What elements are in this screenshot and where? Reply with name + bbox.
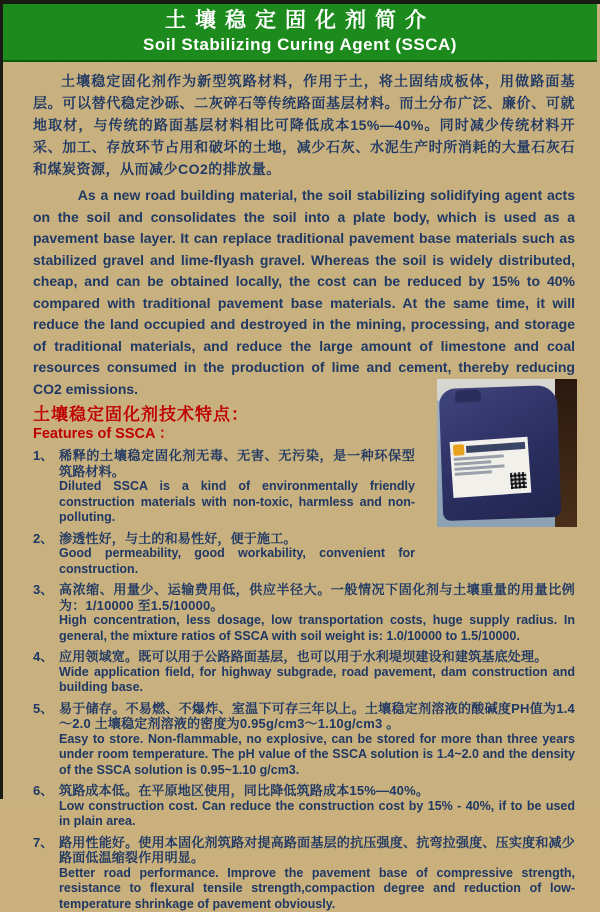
feature-text-english: Diluted SSCA is a kind of environmentally friendly construction materials with non-toxic, harmless and non-polluting. bbox=[59, 479, 415, 526]
document-page bbox=[3, 4, 597, 912]
features-heading-chinese: 土壤稳定固化剂技术特点： bbox=[33, 405, 575, 425]
feature-number: 7、 bbox=[33, 835, 59, 912]
feature-text-chinese: 易于储存。不易燃、不爆炸、室温下可存三年以上。土壤稳定剂溶液的酸碱度PH值为1.4～2.0 土壤稳定剂溶液的密度为0.95g/cm3～1.10g/cm3 。 bbox=[59, 701, 575, 732]
feature-number: 2、 bbox=[33, 531, 59, 578]
page-title-english: Soil Stabilizing Curing Agent (SSCA) bbox=[3, 34, 597, 55]
feature-item-7 bbox=[33, 835, 575, 912]
features-heading-english: Features of SSCA ： bbox=[33, 426, 575, 443]
feature-number: 1、 bbox=[33, 448, 59, 526]
page-title-chinese: 土壤稳定固化剂简介 bbox=[3, 8, 597, 34]
feature-number: 6、 bbox=[33, 783, 59, 830]
label-text-line bbox=[455, 470, 493, 476]
title-banner bbox=[3, 4, 597, 62]
product-photo-frame bbox=[437, 379, 577, 527]
label-title-bar bbox=[466, 442, 525, 453]
feature-text-english: Easy to store. Non-flammable, no explosive, can be stored for more than three years under room temperature. The pH value of the SSCA solution is 1.4~2.0 and the density of the SSCA solution is 0.95~1.10 g/cm3. bbox=[59, 732, 575, 779]
feature-text-chinese: 应用领域宽。既可以用于公路路面基层，也可以用于水利堤坝建设和建筑基底处理。 bbox=[59, 649, 575, 665]
features-section bbox=[33, 405, 575, 912]
feature-item-1 bbox=[33, 448, 415, 526]
feature-number: 4、 bbox=[33, 649, 59, 696]
jerrycan-cap bbox=[455, 390, 481, 403]
feature-text-chinese: 筑路成本低。在平原地区使用，同比降低筑路成本15%—40%。 bbox=[59, 783, 575, 799]
feature-text-chinese: 路用性能好。使用本固化剂筑路对提高路面基层的抗压强度、抗弯拉强度、压实度和减少路面低温缩裂作用明显。 bbox=[59, 835, 575, 866]
feature-item-2 bbox=[33, 531, 415, 578]
feature-text-chinese: 稀释的土壤稳定固化剂无毒、无害、无污染，是一种环保型筑路材料。 bbox=[59, 448, 415, 479]
product-photo bbox=[423, 379, 575, 527]
feature-number: 3、 bbox=[33, 582, 59, 644]
feature-item-3 bbox=[33, 582, 575, 644]
feature-text-english: Wide application field, for highway subgrade, road pavement, dam construction and building base. bbox=[59, 665, 575, 696]
feature-text-chinese: 高浓缩、用量少、运输费用低，供应半径大。一般情况下固化剂与土壤重量的用量比例为：1/10000 至1.5/10000。 bbox=[59, 582, 575, 613]
feature-item-5 bbox=[33, 701, 575, 779]
feature-item-6 bbox=[33, 783, 575, 830]
feature-number: 5、 bbox=[33, 701, 59, 779]
brand-logo-icon bbox=[453, 444, 465, 456]
feature-item-4 bbox=[33, 649, 575, 696]
feature-text-chinese: 渗透性好，与土的和易性好，便于施工。 bbox=[59, 531, 415, 547]
feature-text-english: Low construction cost. Can reduce the construction cost by 15% - 40%, if to be used in plain area. bbox=[59, 799, 575, 830]
jerrycan bbox=[439, 385, 562, 521]
feature-text-english: High concentration, less dosage, low transportation costs, huge supply radius. In general, the mixture ratios of SSCA with soil weight is: 1.0/10000 to 1.5/10000. bbox=[59, 613, 575, 644]
document-content bbox=[3, 70, 597, 912]
feature-text-english: Better road performance. Improve the pavement base of compressive strength, resistance to flexural tensile strength,compaction degree and reduction of low-temperature shrinkage of pavement obviously. bbox=[59, 866, 575, 912]
qr-code-icon bbox=[510, 472, 527, 489]
intro-paragraph-english: As a new road building material, the soil stabilizing solidifying agent acts on the soil and consolidates the soil into a plate body, which is used as a pavement base layer. It can replace traditional pavement base materials such as stabilized gravel and lime-flyash gravel. Whereas the soil is widely distributed, cheap, and can be obtained locally, the cost can be reduced by 15% to 40% compared with traditional pavement base materials. At the same time, it will reduce the land occupied and destroyed in the mining, processing, and storage of traditional materials, and reduce the large amount of limestone and coal resources consumed in the production of lime and cement, thereby reducing CO2 emissions. bbox=[33, 185, 575, 400]
product-label bbox=[450, 437, 532, 498]
intro-paragraph-chinese: 土壤稳定固化剂作为新型筑路材料，作用于土，将土固结成板体，用做路面基层。可以替代稳定沙砾、二灰碎石等传统路面基层材料。而土分布广泛、廉价、可就地取材，与传统的路面基层材料相比可降低成本15%—40%。同时减少传统材料开采、加工、存放环节占用和破坏的土地，减少石灰、水泥生产时所消耗的大量石灰石和煤炭资源，从而减少CO2的排放量。 bbox=[33, 70, 575, 180]
feature-text-english: Good permeability, good workability, convenient for construction. bbox=[59, 546, 415, 577]
